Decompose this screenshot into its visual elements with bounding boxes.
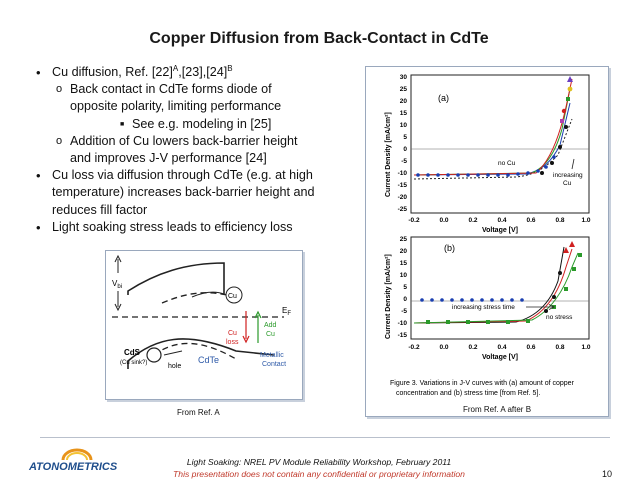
marker: [440, 298, 444, 302]
cu-move-arrow: [192, 292, 224, 297]
curve-b-no-stress: [414, 247, 564, 323]
bullet-text: Cu diffusion, Ref. [22]: [52, 65, 173, 79]
panel-b-ylabel: Current Density [mA/cm²]: [385, 254, 392, 339]
footer-workshop: Light Soaking: NREL PV Module Reliability Workshop, February 2011: [186, 457, 452, 467]
marker: [564, 125, 568, 129]
page-number: 10: [601, 469, 612, 479]
figure-caption-line2: concentration and (b) stress time [from Ref. 5].: [396, 390, 541, 397]
panel-b-yticks: [398, 236, 408, 339]
marker: [568, 87, 573, 92]
marker: [544, 309, 548, 313]
logo-text: ATONOMETRICS: [29, 461, 118, 473]
marker: [552, 155, 556, 159]
ytick: 5: [403, 284, 407, 291]
marker: [490, 298, 494, 302]
marker: [516, 172, 520, 176]
marker: [562, 109, 566, 113]
marker: [544, 165, 548, 169]
ytick: -5: [401, 158, 407, 165]
xtick: 0.2: [468, 344, 478, 351]
marker: [558, 145, 562, 149]
marker: [446, 173, 450, 177]
ytick: -15: [397, 332, 407, 339]
marker: [566, 97, 570, 101]
bullet-text: ,[23],[24]: [178, 65, 228, 79]
hole-label: hole: [168, 363, 182, 370]
add-cu-label-2: Cu: [266, 331, 275, 338]
bullet-cu-diffusion: [36, 64, 366, 81]
xtick: -0.2: [408, 217, 420, 224]
marker: [426, 173, 430, 177]
curve-b-stress-1: [414, 249, 572, 323]
xtick: 0.6: [526, 217, 536, 224]
marker: [460, 298, 464, 302]
xtick: 1.0: [581, 217, 591, 224]
marker: [466, 320, 470, 324]
ytick: 0: [403, 296, 407, 303]
a-increasing-cu-label: Cu: [563, 180, 572, 187]
xtick: -0.2: [408, 344, 420, 351]
ytick: -10: [397, 320, 407, 327]
bullet-text: Cu loss via diffusion through CdTe (e.g. at high: [52, 168, 313, 183]
conduction-band: [128, 263, 224, 295]
figure-caption-line1: Figure 3. Variations in J-V curves with (a) amount of copper: [390, 380, 574, 387]
marker: [560, 119, 564, 123]
marker: [486, 173, 490, 177]
marker: [510, 298, 514, 302]
marker: [526, 319, 530, 323]
xtick: 1.0: [581, 344, 591, 351]
marker: [567, 76, 573, 82]
sub-sub-bullet-modeling: [36, 116, 366, 133]
marker: [520, 298, 524, 302]
marker: [450, 298, 454, 302]
bullet-text: opposite polarity, limiting performance: [70, 99, 282, 114]
ytick: 25: [399, 86, 407, 93]
ytick: 5: [403, 134, 407, 141]
ytick: -15: [397, 182, 407, 189]
b-stress-time-label: increasing stress time: [452, 304, 515, 311]
xtick: 0.8: [555, 217, 565, 224]
ytick: 0: [403, 146, 407, 153]
marker: [446, 320, 450, 324]
bullet-cu-loss: [36, 167, 366, 219]
slide-title: Copper Diffusion from Back-Contact in CdTe: [149, 30, 489, 47]
bullet-text: See e.g. modeling in [25]: [132, 116, 272, 131]
metallic-label-2: Contact: [262, 361, 287, 368]
marker: [500, 298, 504, 302]
marker: [506, 320, 510, 324]
band-diagram: [106, 251, 302, 399]
panel-b-frame: [411, 237, 589, 339]
panel-b-label: (b): [444, 243, 455, 253]
xtick: 0.6: [526, 344, 536, 351]
marker: [476, 173, 480, 177]
ytick: 20: [399, 248, 407, 255]
bullet-light-soaking: [36, 219, 366, 236]
jv-figure-panel: [365, 66, 609, 417]
add-cu-label-1: Add: [264, 322, 277, 329]
panel-a-xticks: [408, 217, 590, 224]
marker: [470, 298, 474, 302]
cu-circle-label: Cu: [228, 293, 237, 300]
panel-a-xlabel: Voltage [V]: [481, 227, 519, 234]
curve-a-low: [414, 103, 570, 175]
bullet-text: temperature) increases back-barrier height and: [52, 185, 315, 200]
metallic-label-1: Metallic: [260, 352, 284, 359]
xtick: 0.4: [497, 344, 507, 351]
panel-b-xticks: [408, 344, 590, 351]
ytick: -5: [401, 308, 407, 315]
bullet-text: reduces fill factor: [52, 202, 148, 217]
marker: [420, 298, 424, 302]
bullet-text: and improves J-V performance [24]: [70, 151, 267, 166]
ytick: 15: [399, 110, 407, 117]
xtick: 0.4: [497, 217, 507, 224]
marker: [550, 161, 554, 165]
xtick: 0.0: [439, 217, 449, 224]
marker: [572, 267, 576, 271]
hole-arrow: [164, 351, 182, 355]
markers-b: [420, 298, 524, 302]
jv-figure-source: From Ref. A after B: [463, 405, 532, 414]
marker: [480, 298, 484, 302]
xtick: 0.8: [555, 344, 565, 351]
marker: [466, 173, 470, 177]
panel-a-label: (a): [438, 93, 449, 103]
hole-circle: [147, 348, 161, 362]
marker: [496, 173, 500, 177]
band-diagram-panel: [105, 250, 303, 400]
ytick: 20: [399, 98, 407, 105]
marker: [426, 320, 430, 324]
marker: [506, 173, 510, 177]
curve-b-stress-2: [414, 253, 578, 323]
ytick: -20: [397, 194, 407, 201]
bullet-text: Addition of Cu lowers back-barrier height: [70, 133, 298, 148]
marker: [486, 320, 490, 324]
bullet-list: [36, 64, 366, 236]
cu-loss-label-2: loss: [226, 339, 239, 346]
sub-bullet-back-contact: [36, 81, 366, 115]
bullet-text: Back contact in CdTe forms diode of: [70, 82, 272, 97]
superscript: B: [227, 63, 233, 73]
cdte-label: CdTe: [198, 355, 220, 365]
vbi-label: $V_{bi}$: [112, 279, 123, 290]
panel-a-yticks: [398, 74, 408, 213]
marker: [526, 171, 530, 175]
a-increasing-arrow: [572, 159, 574, 169]
marker: [578, 253, 582, 257]
marker: [564, 287, 568, 291]
ef-label: $E_F$: [282, 306, 292, 317]
b-no-stress-label: no stress: [546, 314, 573, 321]
a-no-cu-label: no Cu: [498, 160, 516, 167]
sub-bullet-addition-cu: [36, 133, 366, 167]
a-increasing-label: increasing: [553, 172, 583, 179]
ytick: 25: [399, 236, 407, 243]
marker: [552, 295, 556, 299]
bullet-text: Light soaking stress leads to efficiency loss: [52, 219, 293, 234]
ytick: -10: [397, 170, 407, 177]
ytick: -25: [397, 206, 407, 213]
marker: [430, 298, 434, 302]
marker: [456, 173, 460, 177]
ytick: 10: [399, 122, 407, 129]
ytick: 30: [399, 74, 407, 81]
jv-figure: [366, 67, 608, 416]
marker: [436, 173, 440, 177]
band-diagram-source: From Ref. A: [177, 408, 220, 417]
cds-sub-label: (Cu sink?): [120, 360, 148, 366]
footer-divider: [40, 437, 610, 438]
xtick: 0.0: [439, 344, 449, 351]
cds-label: CdS: [124, 348, 140, 357]
panel-b-xlabel: Voltage [V]: [481, 354, 519, 361]
markers-b-colored: [426, 241, 582, 324]
marker: [540, 171, 544, 175]
cu-loss-label-1: Cu: [228, 330, 237, 337]
marker: [569, 241, 575, 247]
marker: [536, 169, 540, 173]
marker: [558, 271, 562, 275]
footer-disclaimer: This presentation does not contain any confidential or proprietary information: [173, 469, 465, 479]
superscript: A: [172, 63, 179, 73]
marker: [416, 173, 420, 177]
panel-a-ylabel: Current Density [mA/cm²]: [385, 112, 392, 197]
ytick: 10: [399, 272, 407, 279]
xtick: 0.2: [468, 217, 478, 224]
ytick: 15: [399, 260, 407, 267]
